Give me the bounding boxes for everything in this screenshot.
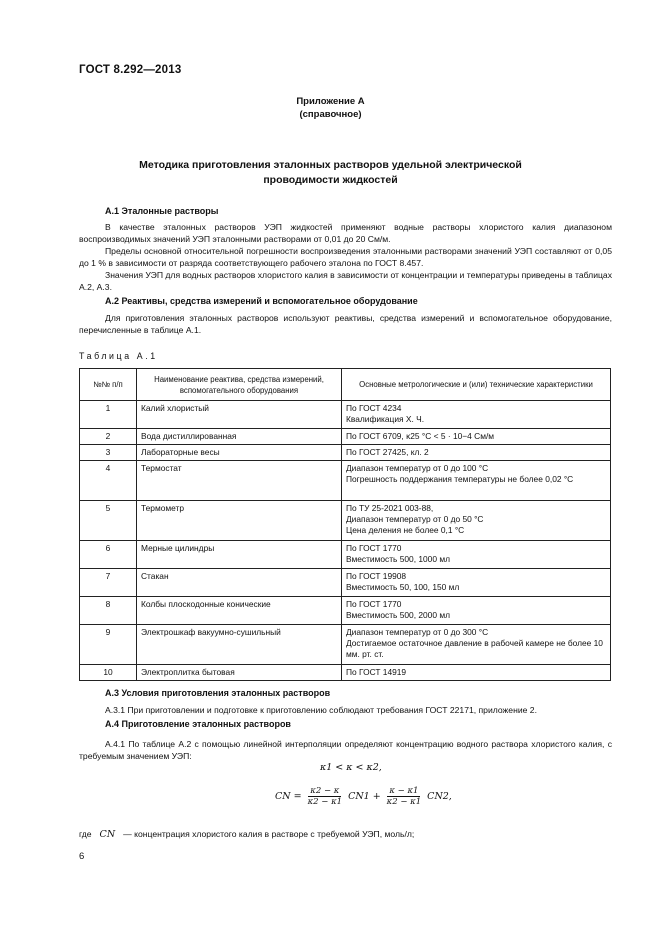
row-name: Электроплитка бытовая [137, 665, 342, 681]
section-a2-title: А.2 Реактивы, средства измерений и вспомогательное оборудование [105, 296, 418, 306]
section-a2-paragraph-1: Для приготовления эталонных растворов используют реактивы, средства измерений и вспомогательное оборудование, перечисленные в таблице А.1. [79, 313, 612, 335]
document-standard-header: ГОСТ 8.292—2013 [79, 64, 182, 76]
row-name: Электрошкаф вакуумно-сушильный [137, 625, 342, 665]
row-spec: По ГОСТ 27425, кл. 2 [342, 445, 611, 461]
row-number: 2 [80, 429, 137, 445]
table-row [80, 429, 611, 445]
reagents-table [79, 368, 611, 681]
row-spec: По ГОСТ 1770 Вместимость 500, 1000 мл [342, 541, 611, 569]
row-spec: По ГОСТ 14919 [342, 665, 611, 681]
appendix-label: Приложение А [296, 96, 365, 107]
where-word: где [79, 829, 92, 839]
formula-lhs: CN = [275, 791, 302, 802]
row-number: 1 [80, 401, 137, 429]
page-number: 6 [79, 851, 85, 862]
formula-term-1: CN1 + [348, 791, 381, 802]
table-row [80, 625, 611, 665]
header-characteristics: Основные метрологические и (или) технические характеристики [342, 369, 611, 401]
table-row [80, 461, 611, 501]
row-name: Термометр [137, 501, 342, 541]
row-spec: Диапазон температур от 0 до 100 °С Погрешность поддержания температуры не более 0,02 °С [342, 461, 611, 501]
row-name: Стакан [137, 569, 342, 597]
formula-interpolation [275, 786, 452, 807]
row-name: Калий хлористый [137, 401, 342, 429]
row-spec: По ГОСТ 19908 Вместимость 50, 100, 150 мл [342, 569, 611, 597]
row-number: 7 [80, 569, 137, 597]
section-a1-paragraph-2: Пределы основной относительной погрешности воспроизведения эталонными растворами значений УЭП составляют от 0,05 до 1 % в зависимости от разряда соответствующего рабочего эталона по ГОСТ 8.457. [79, 246, 612, 268]
row-number: 8 [80, 597, 137, 625]
row-name: Термостат [137, 461, 342, 501]
table-row [80, 597, 611, 625]
appendix-title: Методика приготовления эталонных растворов удельной электрической проводимости жидкостей [139, 159, 522, 186]
row-number: 6 [80, 541, 137, 569]
row-spec: Диапазон температур от 0 до 300 °С Достигаемое остаточное давление в рабочей камере не более 10 мм. рт. ст. [342, 625, 611, 665]
header-name: Наименование реактива, средства измерений, вспомогательного оборудования [137, 369, 342, 401]
formula-term-2: CN2, [427, 791, 452, 802]
header-number: №№ п/п [80, 369, 137, 401]
section-a1-paragraph-1: В качестве эталонных растворов УЭП жидкостей применяют водные растворы хлористого калия диапазоном воспроизводимых значений УЭП эталонными растворами от 0,01 до 20 См/м. [79, 222, 612, 244]
row-spec: По ГОСТ 1770 Вместимость 500, 2000 мл [342, 597, 611, 625]
table-row [80, 445, 611, 461]
section-a1-title: А.1 Эталонные растворы [105, 206, 219, 216]
row-spec: По ТУ 25-2021 003-88, Диапазон температур от 0 до 50 °С Цена деления не более 0,1 °С [342, 501, 611, 541]
row-spec: По ГОСТ 4234 Квалификация Х. Ч. [342, 401, 611, 429]
row-number: 9 [80, 625, 137, 665]
row-name: Колбы плоскодонные конические [137, 597, 342, 625]
section-a3-paragraph-1: А.3.1 При приготовлении и подготовке к приготовлению соблюдают требования ГОСТ 22171, приложение 2. [105, 705, 537, 715]
row-number: 5 [80, 501, 137, 541]
table-header-row [80, 369, 611, 401]
appendix-type: (справочное) [299, 109, 362, 120]
table-row [80, 569, 611, 597]
table-row [80, 665, 611, 681]
where-symbol: CN [99, 829, 116, 840]
formula-where-line [79, 829, 414, 840]
row-name: Вода дистиллированная [137, 429, 342, 445]
row-number: 10 [80, 665, 137, 681]
formula-fraction-2: $\frac{\kappa - \kappa 1}{\kappa 2 - \kappa 1}$ [386, 786, 422, 807]
where-text: — концентрация хлористого калия в растворе с требуемой УЭП, моль/л; [123, 829, 415, 839]
table-caption: Таблица А.1 [79, 351, 158, 361]
section-a1-paragraph-3: Значения УЭП для водных растворов хлористого калия в зависимости от концентрации и температуры приведены в таблицах А.2, А.3. [79, 270, 612, 292]
table-row [80, 541, 611, 569]
formula-inequality: κ1 < κ < κ2, [320, 762, 382, 773]
section-a4-paragraph-1: А.4.1 По таблице А.2 с помощью линейной интерполяции определяют концентрацию водного раствора хлористого калия, с требуемым значением УЭП: [79, 739, 612, 761]
row-number: 3 [80, 445, 137, 461]
table-row [80, 401, 611, 429]
row-number: 4 [80, 461, 137, 501]
table-row [80, 501, 611, 541]
row-name: Мерные цилиндры [137, 541, 342, 569]
formula-fraction-1: $\frac{\kappa 2 - \kappa}{\kappa 2 - \kappa 1}$ [307, 786, 343, 807]
section-a3-title: А.3 Условия приготовления эталонных растворов [105, 688, 331, 698]
row-name: Лабораторные весы [137, 445, 342, 461]
row-spec: По ГОСТ 6709, κ25 °С < 5 · 10−4 См/м [342, 429, 611, 445]
section-a4-title: А.4 Приготовление эталонных растворов [105, 719, 291, 729]
